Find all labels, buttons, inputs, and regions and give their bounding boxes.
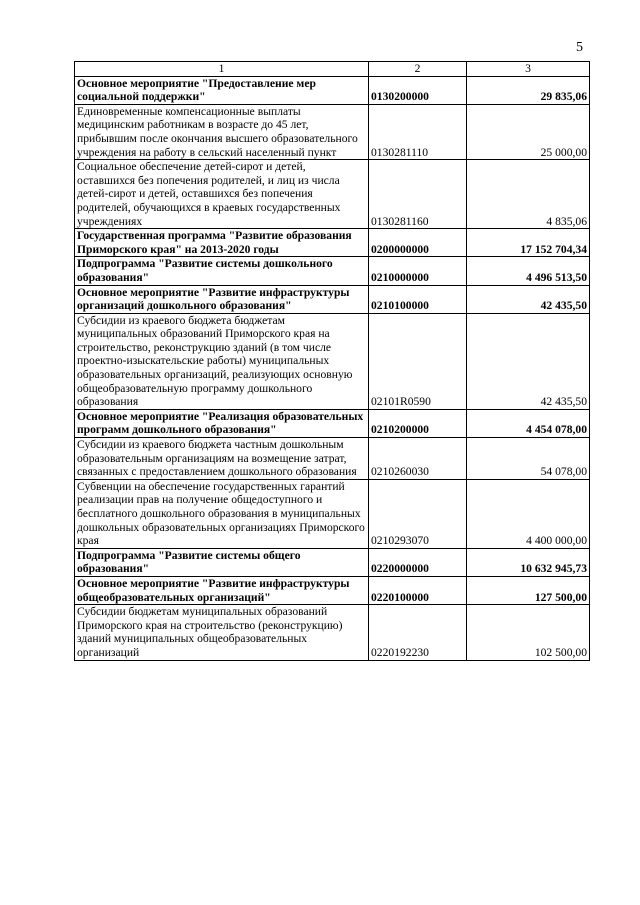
table-row <box>75 104 590 159</box>
table-row <box>75 479 590 548</box>
column-header-2: 2 <box>369 62 467 77</box>
row-name-cell: Основное мероприятие "Развитие инфраструктуры организаций дошкольного образования" <box>75 285 369 313</box>
row-code-cell: 0200000000 <box>369 229 467 257</box>
table-row <box>75 257 590 285</box>
row-name-cell: Основное мероприятие "Реализация образовательных программ дошкольного образования" <box>75 409 369 437</box>
column-header-3: 3 <box>467 62 590 77</box>
table-row <box>75 548 590 576</box>
row-amount-cell: 25 000,00 <box>467 104 590 159</box>
budget-table <box>74 61 590 661</box>
row-code-cell: 0130281110 <box>369 104 467 159</box>
row-code-cell: 0210260030 <box>369 438 467 480</box>
row-amount-cell: 29 835,06 <box>467 76 590 104</box>
row-name-cell: Субсидии бюджетам муниципальных образований Приморского края на строительство (реконструкцию) зданий муниципальных общеобразовательных организаций <box>75 605 369 660</box>
row-name-cell: Единовременные компенсационные выплаты медицинским работникам в возрасте до 45 лет, прибывшим после окончания высшего образовательного учреждения на работу в сельский населенный пункт <box>75 104 369 159</box>
column-header-1: 1 <box>75 62 369 77</box>
row-name-cell: Основное мероприятие "Развитие инфраструктуры общеобразовательных организаций" <box>75 576 369 604</box>
row-code-cell: 0210000000 <box>369 257 467 285</box>
row-name-cell: Субвенции на обеспечение государственных гарантий реализации прав на получение общедоступного и бесплатного дошкольного образования в муниципальных дошкольных образовательных организациях Приморского края <box>75 479 369 548</box>
row-name-cell: Подпрограмма "Развитие системы дошкольного образования" <box>75 257 369 285</box>
row-code-cell: 02101R0590 <box>369 313 467 409</box>
row-code-cell: 0130281160 <box>369 160 467 229</box>
row-name-cell: Субсидии из краевого бюджета бюджетам муниципальных образований Приморского края на строительство, реконструкцию зданий (в том числе проектно-изыскательские работы) муниципальных образовательных организаций, реализующих основную общеобразовательную программу дошкольного образования <box>75 313 369 409</box>
row-name-cell: Государственная программа "Развитие образования Приморского края" на 2013-2020 годы <box>75 229 369 257</box>
row-code-cell: 0210100000 <box>369 285 467 313</box>
row-name-cell: Основное мероприятие "Предоставление мер социальной поддержки" <box>75 76 369 104</box>
row-code-cell: 0220000000 <box>369 548 467 576</box>
row-code-cell: 0220100000 <box>369 576 467 604</box>
row-code-cell: 0130200000 <box>369 76 467 104</box>
row-amount-cell: 127 500,00 <box>467 576 590 604</box>
row-amount-cell: 54 078,00 <box>467 438 590 480</box>
row-amount-cell: 4 496 513,50 <box>467 257 590 285</box>
table-row <box>75 160 590 229</box>
row-code-cell: 0210293070 <box>369 479 467 548</box>
row-amount-cell: 17 152 704,34 <box>467 229 590 257</box>
row-name-cell: Субсидии из краевого бюджета частным дошкольным образовательным организациям на возмещение затрат, связанных с предоставлением дошкольного образования <box>75 438 369 480</box>
table-row <box>75 409 590 437</box>
table-row <box>75 438 590 480</box>
page-number: 5 <box>576 40 583 55</box>
row-amount-cell: 4 454 078,00 <box>467 409 590 437</box>
row-amount-cell: 4 400 000,00 <box>467 479 590 548</box>
row-amount-cell: 102 500,00 <box>467 605 590 660</box>
table-row <box>75 285 590 313</box>
table-row <box>75 605 590 660</box>
row-amount-cell: 4 835,06 <box>467 160 590 229</box>
table-row <box>75 76 590 104</box>
row-code-cell: 0220192230 <box>369 605 467 660</box>
row-name-cell: Подпрограмма "Развитие системы общего образования" <box>75 548 369 576</box>
row-amount-cell: 42 435,50 <box>467 313 590 409</box>
row-code-cell: 0210200000 <box>369 409 467 437</box>
row-amount-cell: 42 435,50 <box>467 285 590 313</box>
row-name-cell: Социальное обеспечение детей-сирот и детей, оставшихся без попечения родителей, и лиц из числа детей-сирот и детей, оставшихся без попечения родителей, обучающихся в краевых государственных учреждениях <box>75 160 369 229</box>
table-header-row <box>75 62 590 77</box>
row-amount-cell: 10 632 945,73 <box>467 548 590 576</box>
table-row <box>75 576 590 604</box>
table-row <box>75 313 590 409</box>
table-row <box>75 229 590 257</box>
